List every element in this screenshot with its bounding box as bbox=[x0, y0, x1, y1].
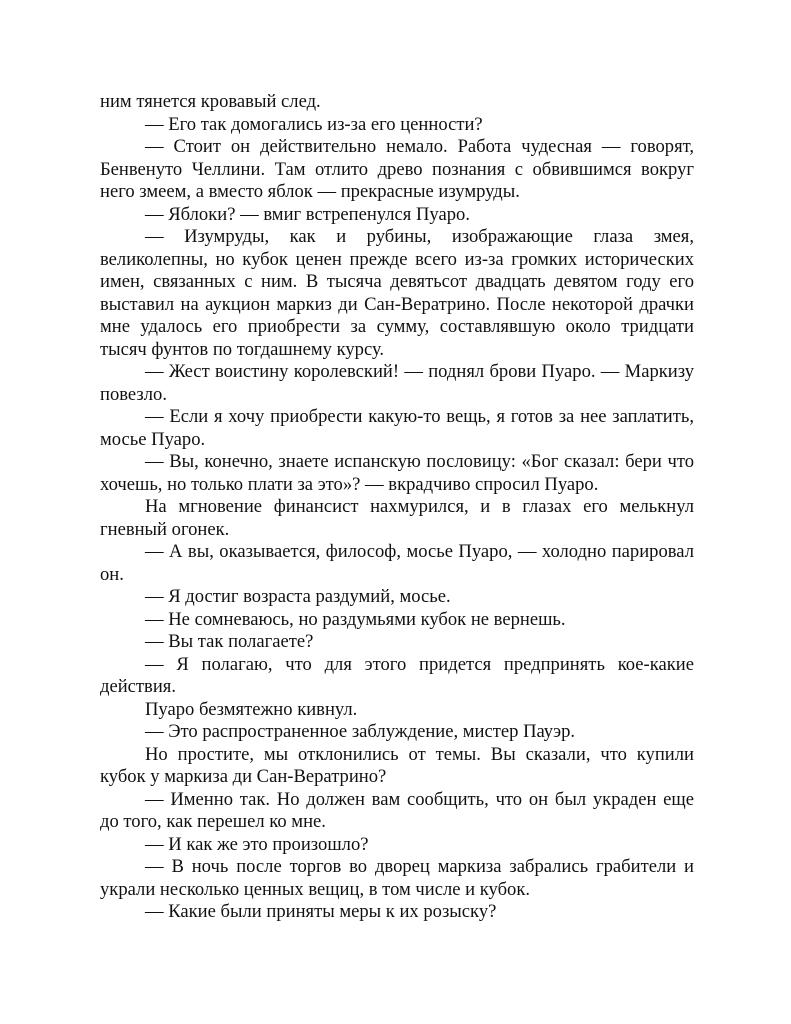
paragraph-14: — Я полагаю, что для этого придется предпринять кое-какие действия. bbox=[100, 653, 694, 697]
paragraph-1: ним тянется кровавый след. bbox=[100, 91, 321, 112]
paragraph-21: — Какие были приняты меры к их розыску? bbox=[145, 901, 497, 922]
paragraph-11: — Я достиг возраста раздумий, мосье. bbox=[145, 586, 451, 607]
paragraph-13: — Вы так полагаете? bbox=[145, 631, 314, 652]
paragraph-6: — Жест воистину королевский! — поднял брови Пуаро. — Маркизу повезло. bbox=[100, 361, 694, 405]
paragraph-12: — Не сомневаюсь, но раздумьями кубок не вернешь. bbox=[145, 608, 566, 630]
paragraph-5: — Изумруды, как и рубины, изображающие глаза змея, великолепны, но кубок ценен прежде всего из-за громких исторических имен, связанных с ним. В тысяча девятьсот двадцать девятом году его выставил на аукцион маркиз ди Сан-Вератрино. После некоторой драчки мне удалось его приобрести за сумму, составлявшую около тридцати тысяч фунтов по тогдашнему курсу. bbox=[100, 226, 694, 360]
paragraph-17: Но простите, мы отклонились от темы. Вы сказали, что купили кубок у маркиза ди Сан-Вератрино? bbox=[100, 743, 694, 787]
document-page bbox=[100, 91, 694, 924]
paragraph-3: — Стоит он действительно немало. Работа чудесная — говорят, Бенвенуто Челлини. Там отлито древо познания с обвившимся вокруг него змеем, а вместо яблок — прекрасные изумруды. bbox=[100, 136, 694, 202]
paragraph-10: — А вы, оказывается, философ, мосье Пуаро, — холодно парировал он. bbox=[100, 541, 694, 585]
paragraph-18: — Именно так. Но должен вам сообщить, что он был украден еще до того, как перешел ко мне. bbox=[100, 788, 694, 832]
paragraph-4: — Яблоки? — вмиг встрепенулся Пуаро. bbox=[145, 203, 470, 225]
paragraph-20: — В ночь после торгов во дворец маркиза забрались грабители и украли несколько ценных вещиц, в том числе и кубок. bbox=[100, 856, 694, 900]
paragraph-2: — Его так домогались из-за его ценности? bbox=[145, 113, 483, 135]
paragraph-15: Пуаро безмятежно кивнул. bbox=[145, 698, 358, 720]
paragraph-9: На мгновение финансист нахмурился, и в глазах его мелькнул гневный огонек. bbox=[100, 496, 694, 540]
paragraph-8: — Вы, конечно, знаете испанскую пословицу: «Бог сказал: бери что хочешь, но только плати за это»? — вкрадчиво спросил Пуаро. bbox=[100, 451, 694, 495]
paragraph-16: — Это распространенное заблуждение, мистер Пауэр. bbox=[145, 721, 576, 742]
paragraph-19: — И как же это произошло? bbox=[145, 833, 369, 855]
paragraph-7: — Если я хочу приобрести какую-то вещь, я готов за нее заплатить, мосье Пуаро. bbox=[100, 406, 694, 450]
